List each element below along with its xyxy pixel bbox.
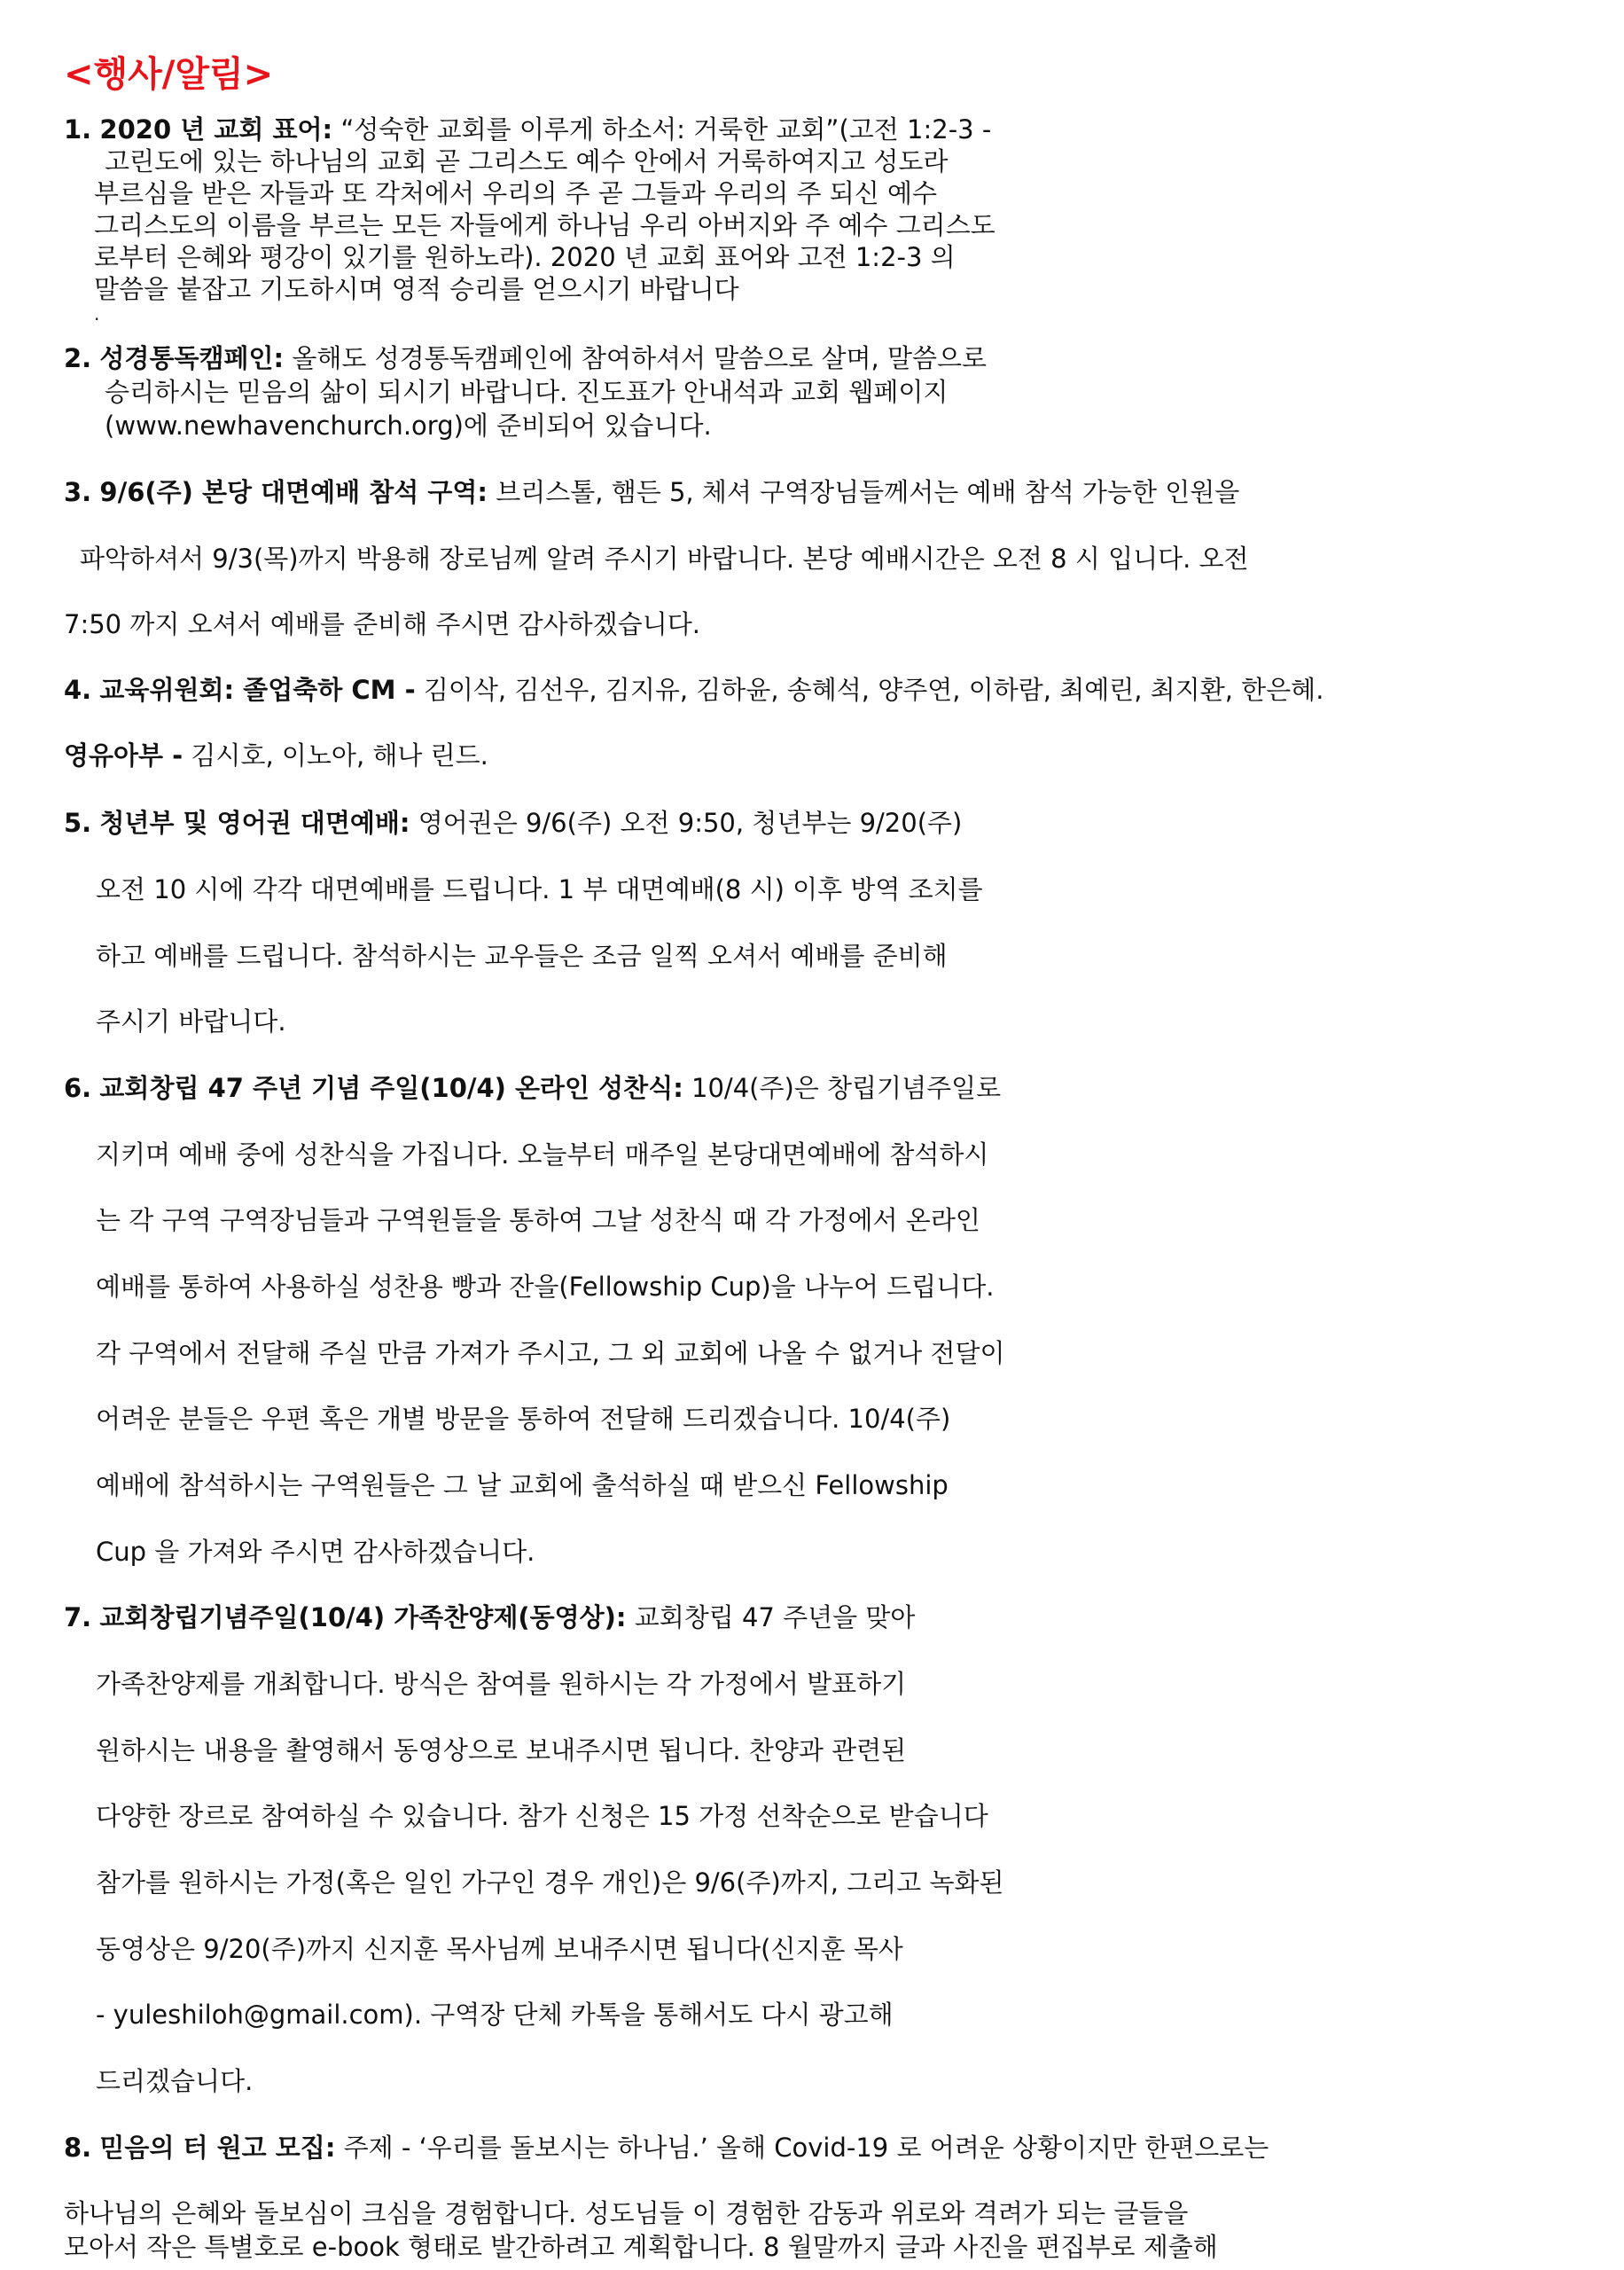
item-title: 교육위원회: 졸업축하 CM -	[99, 675, 416, 705]
item-title: 성경통독캠페인:	[99, 343, 285, 373]
item-number: 3.	[64, 477, 92, 507]
item-2-line-0: 2. 성경통독캠페인: 올해도 성경통독캠페인에 참여하셔서 말씀으로 살며, 말씀으로	[64, 343, 988, 373]
item-number: 6.	[64, 1073, 92, 1103]
item-1-line-4: 로부터 은혜와 평강이 있기를 원하노라). 2020 년 교회 표어와 고전 1:2-3 의	[94, 242, 956, 272]
item-6-line-6: 예배에 참석하시는 구역원들은 그 날 교회에 출석하실 때 받으신 Fellowship	[96, 1470, 949, 1500]
item-6-line-5: 어려운 분들은 우편 혹은 개별 방문을 통하여 전달해 드리겠습니다. 10/4(주)	[96, 1404, 951, 1434]
item-1-line-5: 말씀을 붙잡고 기도하시며 영적 승리를 얻으시기 바랍니다	[94, 274, 739, 304]
item-6-line-3: 예배를 통하여 사용하실 성찬용 빵과 잔을(Fellowship Cup)을 나누어 드립니다.	[96, 1272, 995, 1302]
item-4-line-0: 4. 교육위원회: 졸업축하 CM - 김이삭, 김선우, 김지유, 김하윤, 송혜석, 양주연, 이하람, 최예린, 최지환, 한은혜.	[64, 675, 1324, 705]
item-6-line-7: Cup 을 가져와 주시면 감사하겠습니다.	[96, 1537, 535, 1567]
item-title: 믿음의 터 원고 모집:	[99, 2133, 336, 2163]
item-8-line-0: 8. 믿음의 터 원고 모집: 주제 - ‘우리를 돌보시는 하나님.’ 올해 Covid-19 로 어려운 상황이지만 한편으로는	[64, 2133, 1269, 2163]
item-3-line-0: 3. 9/6(주) 본당 대면예배 참석 구역: 브리스톨, 햄든 5, 체셔 구역장님들께서는 예배 참석 가능한 인원을	[64, 477, 1240, 507]
item-6-line-0: 6. 교회창립 47 주년 기념 주일(10/4) 온라인 성찬식: 10/4(주)은 창립기념주일로	[64, 1073, 1002, 1103]
item-7-line-7: 드리겠습니다.	[96, 2066, 254, 2096]
item-5-line-3: 주시기 바랍니다.	[96, 1006, 286, 1037]
item-7-line-1: 가족찬양제를 개최합니다. 방식은 참여를 원하시는 각 가정에서 발표하기	[96, 1669, 907, 1699]
item-number: 1.	[64, 114, 92, 145]
item-7-line-2: 원하시는 내용을 촬영해서 동영상으로 보내주시면 됩니다. 찬양과 관련된	[96, 1735, 907, 1765]
item-5-line-2: 하고 예배를 드립니다. 참석하시는 교우들은 조금 일찍 오셔서 예배를 준비해	[96, 941, 948, 971]
item-6-line-1: 지키며 예배 중에 성찬식을 가집니다. 오늘부터 매주일 본당대면예배에 참석하시	[96, 1139, 989, 1170]
item-title: 9/6(주) 본당 대면예배 참석 구역:	[99, 477, 488, 507]
item-8-line-1: 하나님의 은혜와 돌보심이 크심을 경험합니다. 성도님들 이 경험한 감동과 위로와 격려가 되는 글들을	[64, 2198, 1189, 2228]
item-7-line-3: 다양한 장르로 참여하실 수 있습니다. 참가 신청은 15 가정 선착순으로 받습니다	[96, 1801, 988, 1831]
item-1-line-2: 부르심을 받은 자들과 또 각처에서 우리의 주 곧 그들과 우리의 주 되신 예수	[94, 178, 938, 208]
item-8-line-2: 모아서 작은 특별호로 e-book 형태로 발간하려고 계획합니다. 8 월말까지 글과 사진을 편집부로 제출해	[64, 2232, 1218, 2262]
item-5-line-1: 오전 10 시에 각각 대면예배를 드립니다. 1 부 대면예배(8 시) 이후 방역 조치를	[96, 874, 983, 904]
item-6-line-4: 각 구역에서 전달해 주실 만큼 가져가 주시고, 그 외 교회에 나올 수 없거나 전달이	[96, 1338, 1005, 1368]
section-heading: <행사/알림>	[64, 54, 274, 95]
item-5-line-0: 5. 청년부 및 영어권 대면예배: 영어권은 9/6(주) 오전 9:50, 청년부는 9/20(주)	[64, 808, 963, 838]
item-number: 4.	[64, 675, 92, 705]
item-1-line-1: 고린도에 있는 하나님의 교회 곧 그리스도 예수 안에서 거룩하여지고 성도라	[105, 146, 949, 176]
item-6-line-2: 는 각 구역 구역장님들과 구역원들을 통하여 그날 성찬식 때 각 가정에서 온라인	[96, 1205, 980, 1235]
item-1-line-0: 1. 2020 년 교회 표어: “성숙한 교회를 이루게 하소서: 거룩한 교회”(고전 1:2-3 -	[64, 114, 992, 145]
item-7-line-4: 참가를 원하시는 가정(혹은 일인 가구인 경우 개인)은 9/6(주)까지, 그리고 녹화된	[96, 1867, 1004, 1898]
item-7-line-0: 7. 교회창립기념주일(10/4) 가족찬양제(동영상): 교회창립 47 주년을 맞아	[64, 1602, 916, 1632]
item-4-line-1: 영유아부 - 김시호, 이노아, 해나 린드.	[64, 740, 488, 771]
item-title: 청년부 및 영어권 대면예배:	[99, 808, 410, 838]
item-number: 7.	[64, 1602, 92, 1632]
item-2-line-1: 승리하시는 믿음의 삶이 되시기 바랍니다. 진도표가 안내석과 교회 웹페이지	[105, 377, 949, 407]
item-3-line-2: 7:50 까지 오셔서 예배를 준비해 주시면 감사하겠습니다.	[64, 609, 700, 639]
item-3-line-1: 파악하셔서 9/3(목)까지 박용해 장로님께 알려 주시기 바랍니다. 본당 예배시간은 오전 8 시 입니다. 오전	[80, 544, 1249, 574]
item-1-line-3: 그리스도의 이름을 부르는 모든 자들에게 하나님 우리 아버지와 주 예수 그리스도	[94, 210, 995, 240]
item-7-line-5: 동영상은 9/20(주)까지 신지훈 목사님께 보내주시면 됩니다(신지훈 목사	[96, 1934, 903, 1964]
item-7-line-6: - yuleshiloh@gmail.com). 구역장 단체 카톡을 통해서도 다시 광고해	[96, 2000, 894, 2030]
item-number: 8.	[64, 2133, 92, 2163]
item-title: 교회창립 47 주년 기념 주일(10/4) 온라인 성찬식:	[99, 1073, 683, 1103]
item-title: 교회창립기념주일(10/4) 가족찬양제(동영상):	[99, 1602, 627, 1632]
item-2-line-2: (www.newhavenchurch.org)에 준비되어 있습니다.	[105, 411, 712, 441]
item-number: 2.	[64, 343, 92, 373]
item-title: 2020 년 교회 표어:	[99, 114, 333, 145]
item-number: 5.	[64, 808, 92, 838]
item-1-line-6: .	[94, 303, 100, 325]
